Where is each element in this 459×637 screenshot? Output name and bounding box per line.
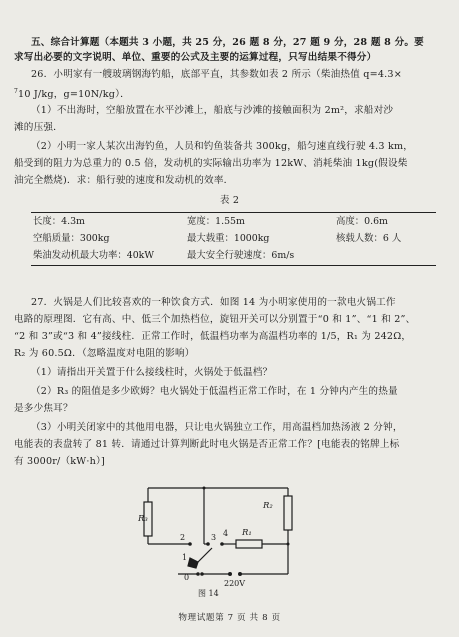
- label-r3: R₃: [138, 514, 148, 524]
- q27-part2-line2: 是多少焦耳？: [14, 403, 73, 414]
- circuit-diagram: [138, 480, 308, 598]
- section-heading-continued: 求写出必要的文字说明、单位、重要的公式及主要的运算过程，只写出结果不得分）: [14, 52, 377, 63]
- label-terminal-4: 4: [223, 529, 229, 538]
- q26-stem-line2-text: 10 J/kg，g=10N/kg）．: [18, 89, 130, 100]
- terminal-2-dot: [188, 542, 192, 546]
- terminal-4-dot: [220, 542, 224, 546]
- table-row: [31, 247, 436, 265]
- terminal-1-dot: [200, 572, 204, 576]
- label-r1: R₁: [242, 528, 252, 538]
- q27-part3-line2: 电能表的表盘转了 81 转．请通过计算判断此时电火锅是否正常工作？[电能表的铭牌上标: [14, 439, 400, 450]
- power-terminal-dot: [228, 572, 232, 576]
- table-cell: 空船质量：300kg: [33, 233, 110, 245]
- table-cell: 最大载重：1000kg: [187, 233, 270, 245]
- q27-stem-line3: “2 和 3”或“3 和 4”接线柱．正常工作时，低温档功率为高温档功率的 1/5，R₁ 为 242Ω，: [14, 331, 412, 342]
- resistor-r1: [236, 540, 262, 548]
- q27-part3-line3: 有 3000r/（kW·h）]: [14, 456, 105, 467]
- table-title: 表 2: [219, 195, 240, 206]
- label-terminal-1: 1: [182, 553, 188, 562]
- spec-table: [31, 212, 436, 266]
- table-cell: 宽度：1.55m: [187, 216, 245, 227]
- junction-dot: [287, 543, 290, 546]
- power-terminal-dot: [238, 572, 242, 576]
- table-row: [31, 230, 436, 247]
- label-r2: R₂: [263, 501, 273, 511]
- label-terminal-2: 2: [180, 533, 186, 542]
- figure-caption: 图 14: [198, 589, 219, 598]
- q26-part1-line2: 滩的压强．: [14, 122, 63, 133]
- table-cell: 长度：4.3m: [33, 216, 85, 227]
- label-terminal-0: 0: [184, 573, 190, 582]
- q27-part2-line1: （2）R₃ 的阻值是多少欧姆？电火锅处于低温档正常工作时，在 1 分钟内产生的热量: [31, 386, 398, 397]
- section-heading: 五、综合计算题（本题共 3 小题，共 25 分，26 题 8 分，27 题 9 分，28 题 8 分。要: [31, 37, 424, 48]
- junction-dot: [203, 487, 206, 490]
- q27-part1: （1）请指出开关置于什么接线柱时，火锅处于低温档？: [31, 367, 273, 378]
- q26-part2-line2: 船受到的阻力为总重力的 0.5 倍，发动机的实际输出功率为 12kW、消耗柴油 1kg(假设柴: [14, 158, 408, 169]
- table-cell: 核载人数：6 人: [336, 233, 402, 245]
- q26-stem-line2: [14, 85, 130, 101]
- table-row: [31, 213, 436, 231]
- terminal-0-dot: [196, 572, 200, 576]
- label-voltage: 220V: [224, 579, 246, 588]
- q26-part2-line3: 油完全燃烧)．求：船行驶的速度和发动机的效率．: [14, 175, 234, 186]
- q27-part3-line1: （3）小明关闭家中的其他用电器，只让电火锅独立工作，用高温档加热汤液 2 分钟，: [31, 422, 403, 433]
- q26-stem-line1: 26．小明家有一艘玻璃钢海钓船，底部平直，其参数如表 2 所示（柴油热值 q=4.3×: [31, 69, 402, 80]
- q27-stem-line4: R₂ 为 60.5Ω．（忽略温度对电阻的影响）: [14, 348, 195, 359]
- page-footer: 物理试题第 7 页 共 8 页: [178, 613, 281, 623]
- table-cell: 高度：0.6m: [336, 216, 388, 227]
- resistor-r2: [284, 496, 292, 530]
- q26-part1-line1: （1）不出海时，空船放置在水平沙滩上，船底与沙滩的接触面积为 2m²，求船对沙: [31, 105, 394, 116]
- q27-stem-line2: 电路的原理图．它有高、中、低三个加热档位，旋钮开关可以分别置于“0 和 1”、“1 和 2”、: [14, 314, 416, 325]
- switch-knob-icon: [188, 558, 198, 568]
- label-terminal-3: 3: [211, 533, 217, 542]
- q26-part2-line1: （2）小明一家人某次出海钓鱼，人员和钓鱼装备共 300kg，船匀速直线行驶 4.3 km，: [31, 141, 414, 152]
- q27-stem-line1: 27．火锅是人们比较喜欢的一种饮食方式．如图 14 为小明家使用的一款电火锅工作: [31, 297, 396, 308]
- terminal-3-dot: [206, 542, 210, 546]
- table-cell: [334, 247, 436, 265]
- table-cell: 最大安全行驶速度：6m/s: [187, 250, 295, 262]
- q26-exponent: 7: [14, 88, 19, 95]
- table-cell: 柴油发动机最大功率：40kW: [33, 250, 154, 262]
